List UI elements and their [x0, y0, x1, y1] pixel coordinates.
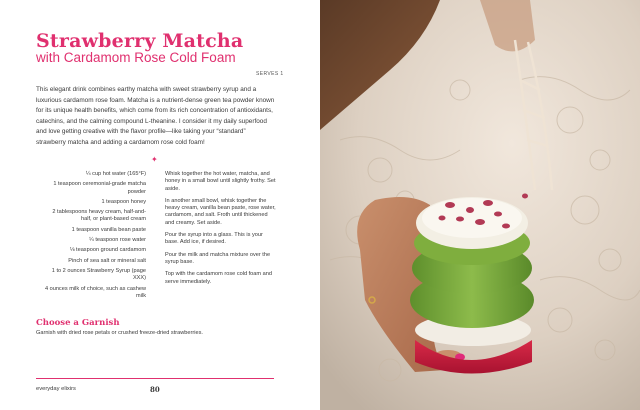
divider-ornament-icon: ✦ [151, 155, 158, 164]
method-step: Pour the milk and matcha mixture over the syrup base. [165, 251, 271, 265]
ingredient-list [42, 171, 146, 303]
method-step: Whisk together the hot water, matcha, and honey in a small bowl until slightly frothy. Set aside. [165, 171, 276, 192]
ingredient-item: 1 teaspoon vanilla bean paste [71, 226, 146, 233]
recipe-intro: This elegant drink combines earthy matcha with sweet strawberry syrup and a luxurious cardamom rose foam. Matcha is a nutrient-dense green tea powder known for its unique health benefits, which come from its rich concentration of antioxidants, catechins, and the calming compound L-theanine. I consider it my daily superfood and love getting creative with the flavor profile—like taking your “standard” strawberry matcha and adding a cardamom rose cold foam! [36, 86, 275, 146]
recipe-title: Strawberry Matcha [36, 30, 244, 52]
drink-photo [320, 0, 640, 410]
footer-section-label: everyday elixirs [36, 386, 76, 392]
recipe-subtitle: with Cardamom Rose Cold Foam [36, 50, 236, 65]
ingredient-item: 1 teaspoon honey [101, 198, 146, 205]
ingredient-item: ¼ cup hot water (165°F) [85, 171, 146, 177]
method-step: In another small bowl, whisk together the heavy cream, vanilla bean paste, rose water, cardamom, and salt. Froth until thickened and creamy. Set aside. [165, 197, 276, 226]
foam-highlight [422, 198, 522, 238]
ingredient-item: 1 to 2 ounces Strawberry Syrup (page XXX) [51, 267, 146, 282]
ingredient-item: ¼ teaspoon rose water [89, 237, 146, 244]
method-steps [165, 171, 277, 291]
method-step: Top with the cardamom rose cold foam and serve immediately. [165, 271, 272, 285]
ingredient-item: ⅛ teaspoon ground cardamom [69, 247, 146, 254]
ingredient-item: 2 tablespoons heavy cream, half-and-half, or plant-based cream [52, 209, 146, 223]
page-number: 80 [150, 385, 160, 394]
serves-label: SERVES 1 [256, 71, 284, 77]
ingredient-item: 4 ounces milk of choice, such as cashew milk [44, 285, 146, 299]
ingredient-item: 1 teaspoon ceremonial-grade matcha powder [53, 181, 146, 195]
ingredient-item: Pinch of sea salt or mineral salt [68, 257, 146, 264]
method-step: Pour the syrup into a glass. This is your base. Add ice, if desired. [165, 232, 263, 246]
footer-rule [36, 378, 274, 379]
garnish-text: Garnish with dried rose petals or crushed freeze-dried strawberries. [36, 330, 203, 336]
garnish-heading: Choose a Garnish [36, 318, 120, 328]
